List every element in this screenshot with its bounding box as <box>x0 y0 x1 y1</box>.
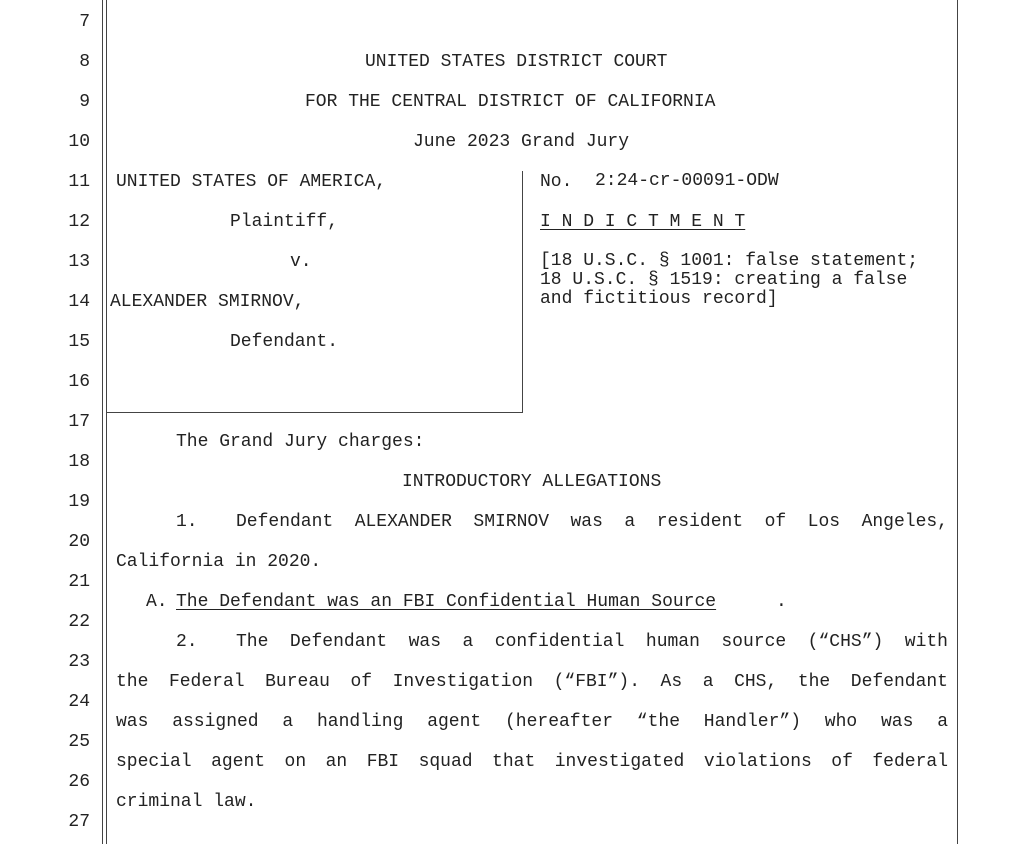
line-number: 19 <box>68 492 90 512</box>
caption-divider-vertical <box>522 171 523 413</box>
subheading-period: . <box>776 592 787 612</box>
line-number: 22 <box>68 612 90 632</box>
line-number: 25 <box>68 732 90 752</box>
paragraph-2-line-1: The Defendant was a confidential human source (“CHS”) with <box>236 632 948 652</box>
line-number: 11 <box>68 172 90 192</box>
plaintiff-role: Plaintiff, <box>230 212 339 232</box>
case-number-label: No. <box>540 172 573 192</box>
line-number: 16 <box>68 372 90 392</box>
right-margin-rule <box>957 0 958 844</box>
section-heading: INTRODUCTORY ALLEGATIONS <box>402 472 662 492</box>
line-number: 14 <box>68 292 90 312</box>
left-margin-rule-outer <box>102 0 103 844</box>
paragraph-1-line-1: Defendant ALEXANDER SMIRNOV was a resident of Los Angeles, <box>236 512 948 532</box>
left-margin-rule-inner <box>106 0 107 844</box>
line-number: 18 <box>68 452 90 472</box>
caption-divider-horizontal <box>106 412 523 413</box>
grand-jury-term: June 2023 Grand Jury <box>413 132 630 152</box>
line-number: 9 <box>79 92 90 112</box>
line-number: 27 <box>68 812 90 832</box>
paragraph-2-line-3: was assigned a handling agent (hereafter “the Handler”) who was a <box>116 712 948 732</box>
paragraph-2-line-2: the Federal Bureau of Investigation (“FBI”). As a CHS, the Defendant <box>116 672 948 692</box>
paragraph-1-number: 1. <box>176 512 198 532</box>
line-number: 10 <box>68 132 90 152</box>
paragraph-2-line-5: criminal law. <box>116 792 257 812</box>
line-number: 23 <box>68 652 90 672</box>
line-number: 15 <box>68 332 90 352</box>
subheading-text: The Defendant was an FBI Confidential Human Source <box>176 592 717 612</box>
subheading-label: A. <box>146 592 168 612</box>
line-number: 24 <box>68 692 90 712</box>
line-number: 13 <box>68 252 90 272</box>
paragraph-1-line-2: California in 2020. <box>116 552 322 572</box>
paragraph-2-line-4: special agent on an FBI squad that investigated violations of federal <box>116 752 948 772</box>
district-name: FOR THE CENTRAL DISTRICT OF CALIFORNIA <box>305 92 716 112</box>
plaintiff-name: UNITED STATES OF AMERICA, <box>116 172 387 192</box>
versus: v. <box>290 252 312 272</box>
court-name: UNITED STATES DISTRICT COURT <box>365 52 668 72</box>
intro-line: The Grand Jury charges: <box>176 432 425 452</box>
line-number: 26 <box>68 772 90 792</box>
defendant-role: Defendant. <box>230 332 339 352</box>
defendant-name: ALEXANDER SMIRNOV, <box>110 292 305 312</box>
line-number: 8 <box>79 52 90 72</box>
line-number: 17 <box>68 412 90 432</box>
case-number: 2:24-cr-00091-ODW <box>595 171 779 191</box>
document-type: I N D I C T M E N T <box>540 212 746 232</box>
charges-description: [18 U.S.C. § 1001: false statement; 18 U.S.C. § 1519: creating a false and fictitious record] <box>540 251 919 309</box>
line-number: 7 <box>79 12 90 32</box>
line-number: 21 <box>68 572 90 592</box>
line-number: 12 <box>68 212 90 232</box>
paragraph-2-number: 2. <box>176 632 198 652</box>
line-number: 20 <box>68 532 90 552</box>
